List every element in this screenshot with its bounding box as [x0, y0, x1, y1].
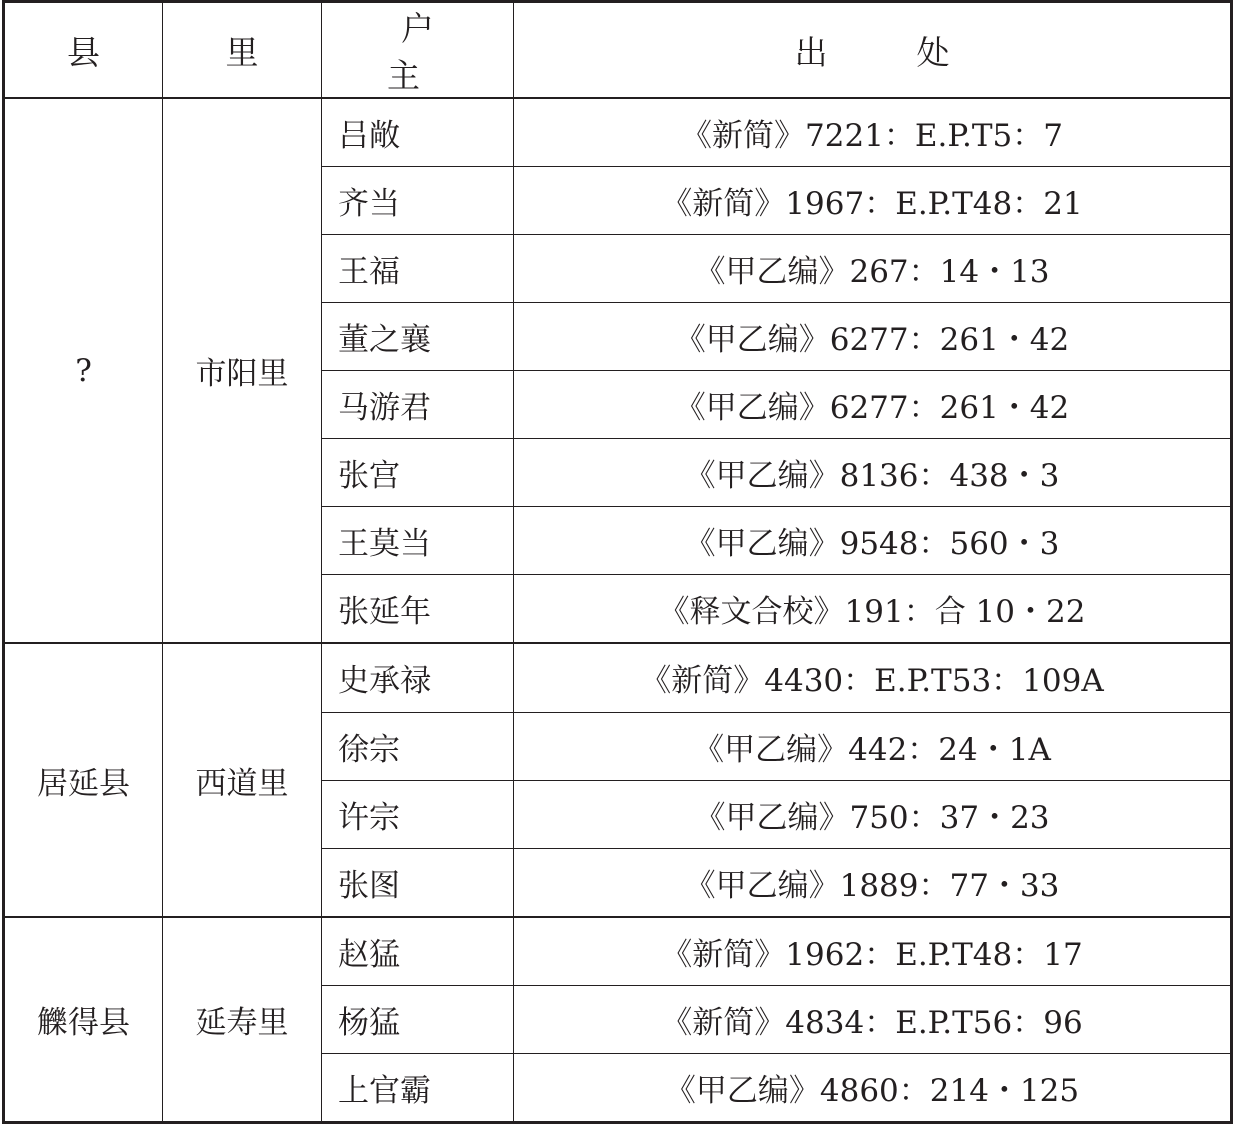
village-cell: 西道里	[163, 643, 322, 916]
source-cell: 《新简》1967：E.P.T48：21	[514, 167, 1231, 235]
source-cell: 《甲乙编》4860：214・125	[514, 1053, 1231, 1121]
village-cell: 市阳里	[163, 98, 322, 643]
source-cell: 《甲乙编》6277：261・42	[514, 303, 1231, 371]
header-household-owner: 户 主	[322, 3, 514, 99]
owner-cell: 王福	[322, 235, 514, 303]
header-village: 里	[163, 3, 322, 99]
source-cell: 《新简》1962：E.P.T48：17	[514, 917, 1231, 986]
household-table	[4, 2, 1231, 1122]
table-row	[5, 98, 1231, 167]
source-cell: 《甲乙编》1889：77・33	[514, 848, 1231, 917]
county-cell: ?	[5, 98, 163, 643]
header-county: 县	[5, 3, 163, 99]
source-cell: 《新简》4834：E.P.T56：96	[514, 985, 1231, 1053]
owner-cell: 张延年	[322, 575, 514, 644]
county-cell: 居延县	[5, 643, 163, 916]
source-cell: 《新简》7221：E.P.T5：7	[514, 98, 1231, 167]
table-row	[5, 917, 1231, 986]
source-cell: 《甲乙编》750：37・23	[514, 780, 1231, 848]
source-cell: 《甲乙编》442：24・1A	[514, 712, 1231, 780]
table-row	[5, 643, 1231, 712]
county-cell: 觻得县	[5, 917, 163, 1122]
owner-cell: 赵猛	[322, 917, 514, 986]
source-cell: 《甲乙编》8136：438・3	[514, 439, 1231, 507]
source-cell: 《释文合校》191：合 10・22	[514, 575, 1231, 644]
source-cell: 《新简》4430：E.P.T53：109A	[514, 643, 1231, 712]
header-source: 出 处	[514, 3, 1231, 99]
owner-cell: 史承禄	[322, 643, 514, 712]
owner-cell: 上官霸	[322, 1053, 514, 1121]
household-table-frame	[2, 0, 1233, 1124]
village-cell: 延寿里	[163, 917, 322, 1122]
source-cell: 《甲乙编》267：14・13	[514, 235, 1231, 303]
header-row	[5, 3, 1231, 99]
owner-cell: 张宫	[322, 439, 514, 507]
source-cell: 《甲乙编》9548：560・3	[514, 507, 1231, 575]
owner-cell: 张图	[322, 848, 514, 917]
owner-cell: 许宗	[322, 780, 514, 848]
owner-cell: 齐当	[322, 167, 514, 235]
source-cell: 《甲乙编》6277：261・42	[514, 371, 1231, 439]
owner-cell: 徐宗	[322, 712, 514, 780]
owner-cell: 王莫当	[322, 507, 514, 575]
owner-cell: 董之襄	[322, 303, 514, 371]
owner-cell: 吕敞	[322, 98, 514, 167]
owner-cell: 杨猛	[322, 985, 514, 1053]
owner-cell: 马游君	[322, 371, 514, 439]
